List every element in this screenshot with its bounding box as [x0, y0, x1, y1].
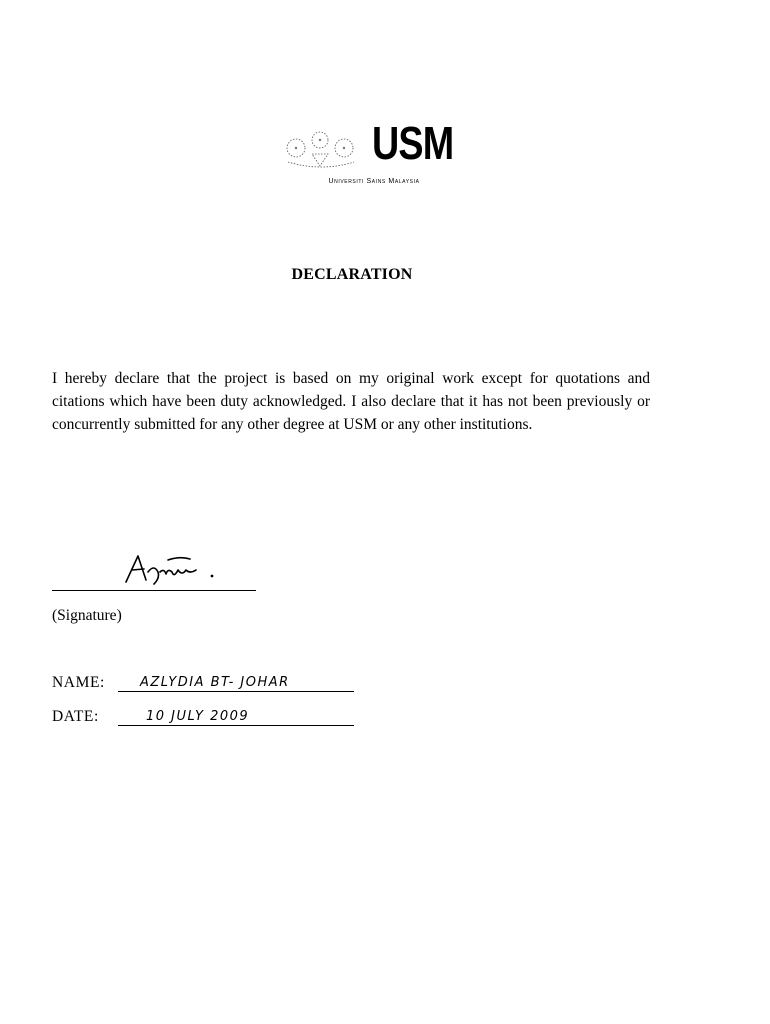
date-value: 10 JULY 2009 [118, 709, 354, 726]
date-label: DATE: [52, 708, 99, 725]
page-title: DECLARATION [291, 266, 413, 283]
signature-label: (Signature) [52, 607, 122, 624]
usm-logo [280, 118, 470, 198]
date-field [52, 708, 354, 726]
usm-wordmark: USM [372, 117, 454, 169]
signature-icon [120, 550, 230, 590]
name-label: NAME: [52, 674, 105, 691]
declaration-text: I hereby declare that the project is based on my original work except for quotations and citations which have been duty acknowledged. I also declare that it has not been previously or concurrently submitted for any other degree at USM or any other institutions. [52, 370, 650, 433]
signature-line [52, 590, 256, 591]
university-crest-icon [282, 124, 362, 174]
name-field [52, 674, 354, 692]
university-name: Universiti Sains Malaysia [328, 178, 420, 185]
name-value: AZLYDIA BT- JOHAR [118, 675, 354, 692]
signature-area [52, 548, 262, 596]
